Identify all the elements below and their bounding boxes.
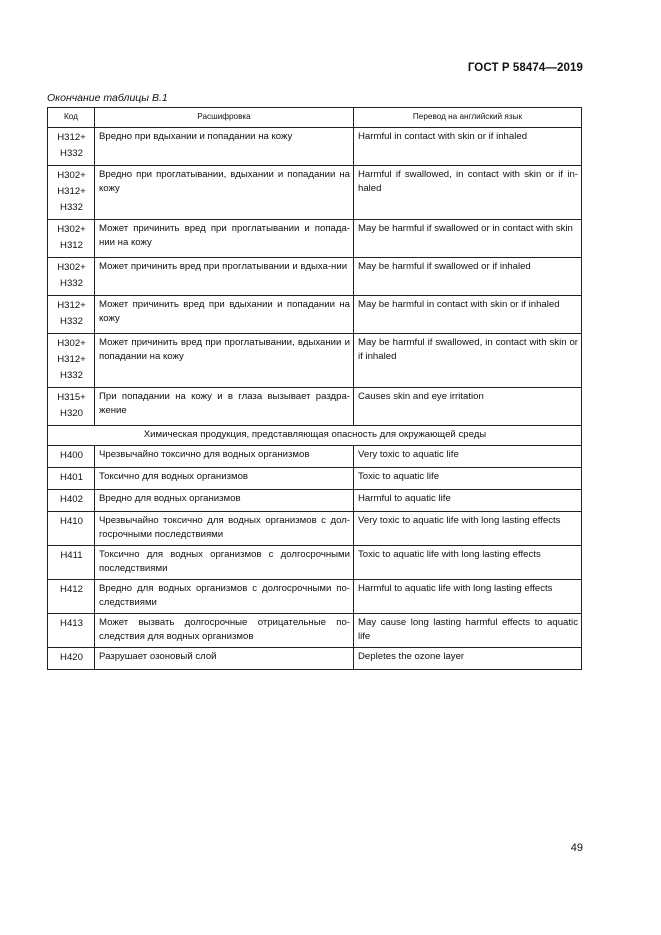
cell-decode: Чрезвычайно токсично для водных организмов с дол-госрочными последствиями xyxy=(95,512,354,546)
cell-english: May cause long lasting harmful effects to aquatic life xyxy=(354,614,582,648)
cell-code: H413 xyxy=(48,614,95,648)
table-row xyxy=(48,648,582,670)
cell-english: Toxic to aquatic life xyxy=(354,468,582,490)
cell-decode: Токсично для водных организмов с долгосрочными последствиями xyxy=(95,546,354,580)
cell-code: H315+ H320 xyxy=(48,388,95,426)
cell-english: May be harmful if swallowed or in contact with skin xyxy=(354,220,582,258)
cell-decode: Вредно для водных организмов xyxy=(95,490,354,512)
cell-english: Very toxic to aquatic life with long lasting effects xyxy=(354,512,582,546)
cell-code: H401 xyxy=(48,468,95,490)
table-row xyxy=(48,468,582,490)
cell-english: Harmful to aquatic life with long lasting effects xyxy=(354,580,582,614)
column-header-code: Код xyxy=(48,108,95,128)
cell-decode: Может причинить вред при проглатывании и попада-нии на кожу xyxy=(95,220,354,258)
cell-decode: Может причинить вред при вдыхании и попадании на кожу xyxy=(95,296,354,334)
cell-decode: При попадании на кожу и в глаза вызывает раздра-жение xyxy=(95,388,354,426)
table-row xyxy=(48,580,582,614)
cell-decode: Токсично для водных организмов xyxy=(95,468,354,490)
cell-code: H302+ H332 xyxy=(48,258,95,296)
cell-code: H412 xyxy=(48,580,95,614)
cell-english: Depletes the ozone layer xyxy=(354,648,582,670)
cell-code: H400 xyxy=(48,446,95,468)
cell-decode: Вредно при проглатывании, вдыхании и попадании на кожу xyxy=(95,166,354,220)
cell-code: H302+ H312+ H332 xyxy=(48,334,95,388)
table-row xyxy=(48,128,582,166)
cell-decode: Чрезвычайно токсично для водных организмов xyxy=(95,446,354,468)
cell-decode: Может причинить вред при проглатывании, вдыхании и попадании на кожу xyxy=(95,334,354,388)
table-row xyxy=(48,614,582,648)
column-header-decode: Расшифровка xyxy=(95,108,354,128)
table-header-row xyxy=(48,108,582,128)
cell-english: Very toxic to aquatic life xyxy=(354,446,582,468)
cell-code: H402 xyxy=(48,490,95,512)
cell-code: H411 xyxy=(48,546,95,580)
table-row xyxy=(48,446,582,468)
document-code: ГОСТ Р 58474—2019 xyxy=(467,62,583,74)
cell-decode: Разрушает озоновый слой xyxy=(95,648,354,670)
column-header-english: Перевод на английский язык xyxy=(354,108,582,128)
cell-english: Harmful if swallowed, in contact with skin or if in-haled xyxy=(354,166,582,220)
cell-english: Toxic to aquatic life with long lasting effects xyxy=(354,546,582,580)
table-row xyxy=(48,258,582,296)
table-row xyxy=(48,490,582,512)
table-row xyxy=(48,334,582,388)
table-row xyxy=(48,220,582,258)
section-title: Химическая продукция, представляющая опасность для окружающей среды xyxy=(48,426,582,446)
section-row xyxy=(48,426,582,446)
cell-english: May be harmful in contact with skin or if inhaled xyxy=(354,296,582,334)
cell-code: H312+ H332 xyxy=(48,128,95,166)
cell-decode: Вредно при вдыхании и попадании на кожу xyxy=(95,128,354,166)
cell-english: May be harmful if swallowed, in contact with skin or if inhaled xyxy=(354,334,582,388)
cell-code: H410 xyxy=(48,512,95,546)
cell-decode: Вредно для водных организмов с долгосрочными по-следствиями xyxy=(95,580,354,614)
table-row xyxy=(48,512,582,546)
table-row xyxy=(48,166,582,220)
cell-english: Causes skin and eye irritation xyxy=(354,388,582,426)
cell-english: May be harmful if swallowed or if inhaled xyxy=(354,258,582,296)
cell-code: H302+ H312 xyxy=(48,220,95,258)
hazard-codes-table xyxy=(47,107,582,670)
table-row xyxy=(48,546,582,580)
cell-code: H302+ H312+ H332 xyxy=(48,166,95,220)
cell-decode: Может вызвать долгосрочные отрицательные по-следствия для водных организмов xyxy=(95,614,354,648)
cell-code: H420 xyxy=(48,648,95,670)
cell-code: H312+ H332 xyxy=(48,296,95,334)
table-caption: Окончание таблицы В.1 xyxy=(47,92,168,104)
cell-english: Harmful to aquatic life xyxy=(354,490,582,512)
cell-english: Harmful in contact with skin or if inhaled xyxy=(354,128,582,166)
page-number: 49 xyxy=(570,842,583,854)
cell-decode: Может причинить вред при проглатывании и вдыха-нии xyxy=(95,258,354,296)
table-row xyxy=(48,388,582,426)
table-row xyxy=(48,296,582,334)
